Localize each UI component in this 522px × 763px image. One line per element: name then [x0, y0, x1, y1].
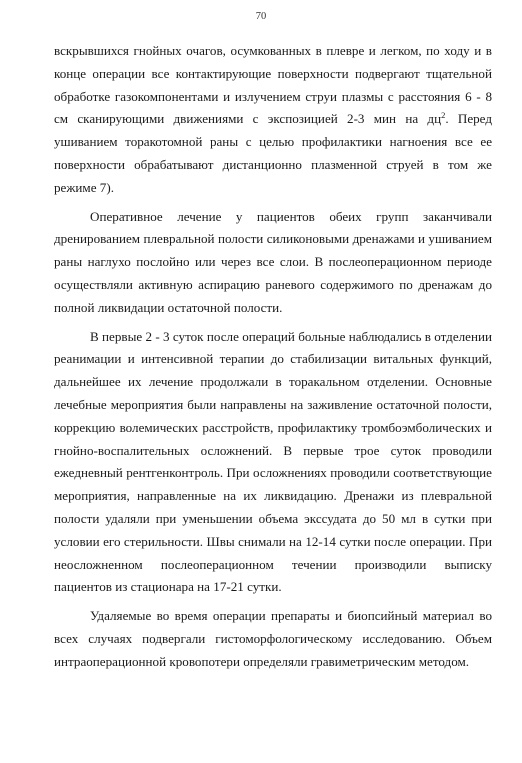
superscript: 2 [441, 110, 446, 121]
paragraph-postoperative-care: В первые 2 - 3 суток после операций больные наблюдались в отделении реанимации и интенсивной терапии до стабилизации витальных функций, дальнейшее их лечение продолжали в торакальном отделении. Основные лечебные мероприятия были направлены на заживление остаточной полости, коррекцию волемических расстройств, профилактику тромбоэмболических и гнойно-воспалительных осложнений. В первые трое суток проводили ежедневный рентгенконтроль. При осложнениях проводили соответствующие мероприятия, направленные на их ликвидацию. Дренажи из плевральной полости удаляли при уменьшении объема экссудата до 50 мл в сутки при условии его стерильности. Швы снимали на 12-14 сутки после операции. При неосложненном послеоперационном течении производили выписку пациентов из стационара на 17-21 сутки. [54, 328, 492, 595]
document-body [54, 40, 492, 674]
paragraph-drainage: Оперативное лечение у пациентов обеих групп заканчивали дренированием плевральной полости силиконовыми дренажами и ушиванием раны наглухо послойно или через все слои. В послеоперационном периоде осуществляли активную аспирацию раневого содержимого по дренажам до полной ликвидации остаточной полости. [54, 208, 492, 315]
paragraph-text: вскрывшихся гнойных очагов, осумкованных в плевре и легком, по ходу и в конце операции все контактирующие поверхности подвергают тщательной обработке газокомпонентами и излучением струи плазмы с расстояния 6 - 8 см сканирующими движениями с экспозицией 2-3 мин на дц [54, 43, 492, 127]
page-number: 70 [255, 11, 267, 22]
paragraph-text: . Перед ушиванием торакотомной раны с целью профилактики нагноения все ее поверхности обрабатывают дистанционно плазменной струей в том же режиме 7). [54, 111, 492, 195]
paragraph-continuation [54, 40, 492, 200]
paragraph-histology: Удаляемые во время операции препараты и биопсийный материал во всех случаях подвергали гистоморфологическому исследованию. Объем интраоперационной кровопотери определяли гравиметрическим методом. [54, 608, 492, 669]
